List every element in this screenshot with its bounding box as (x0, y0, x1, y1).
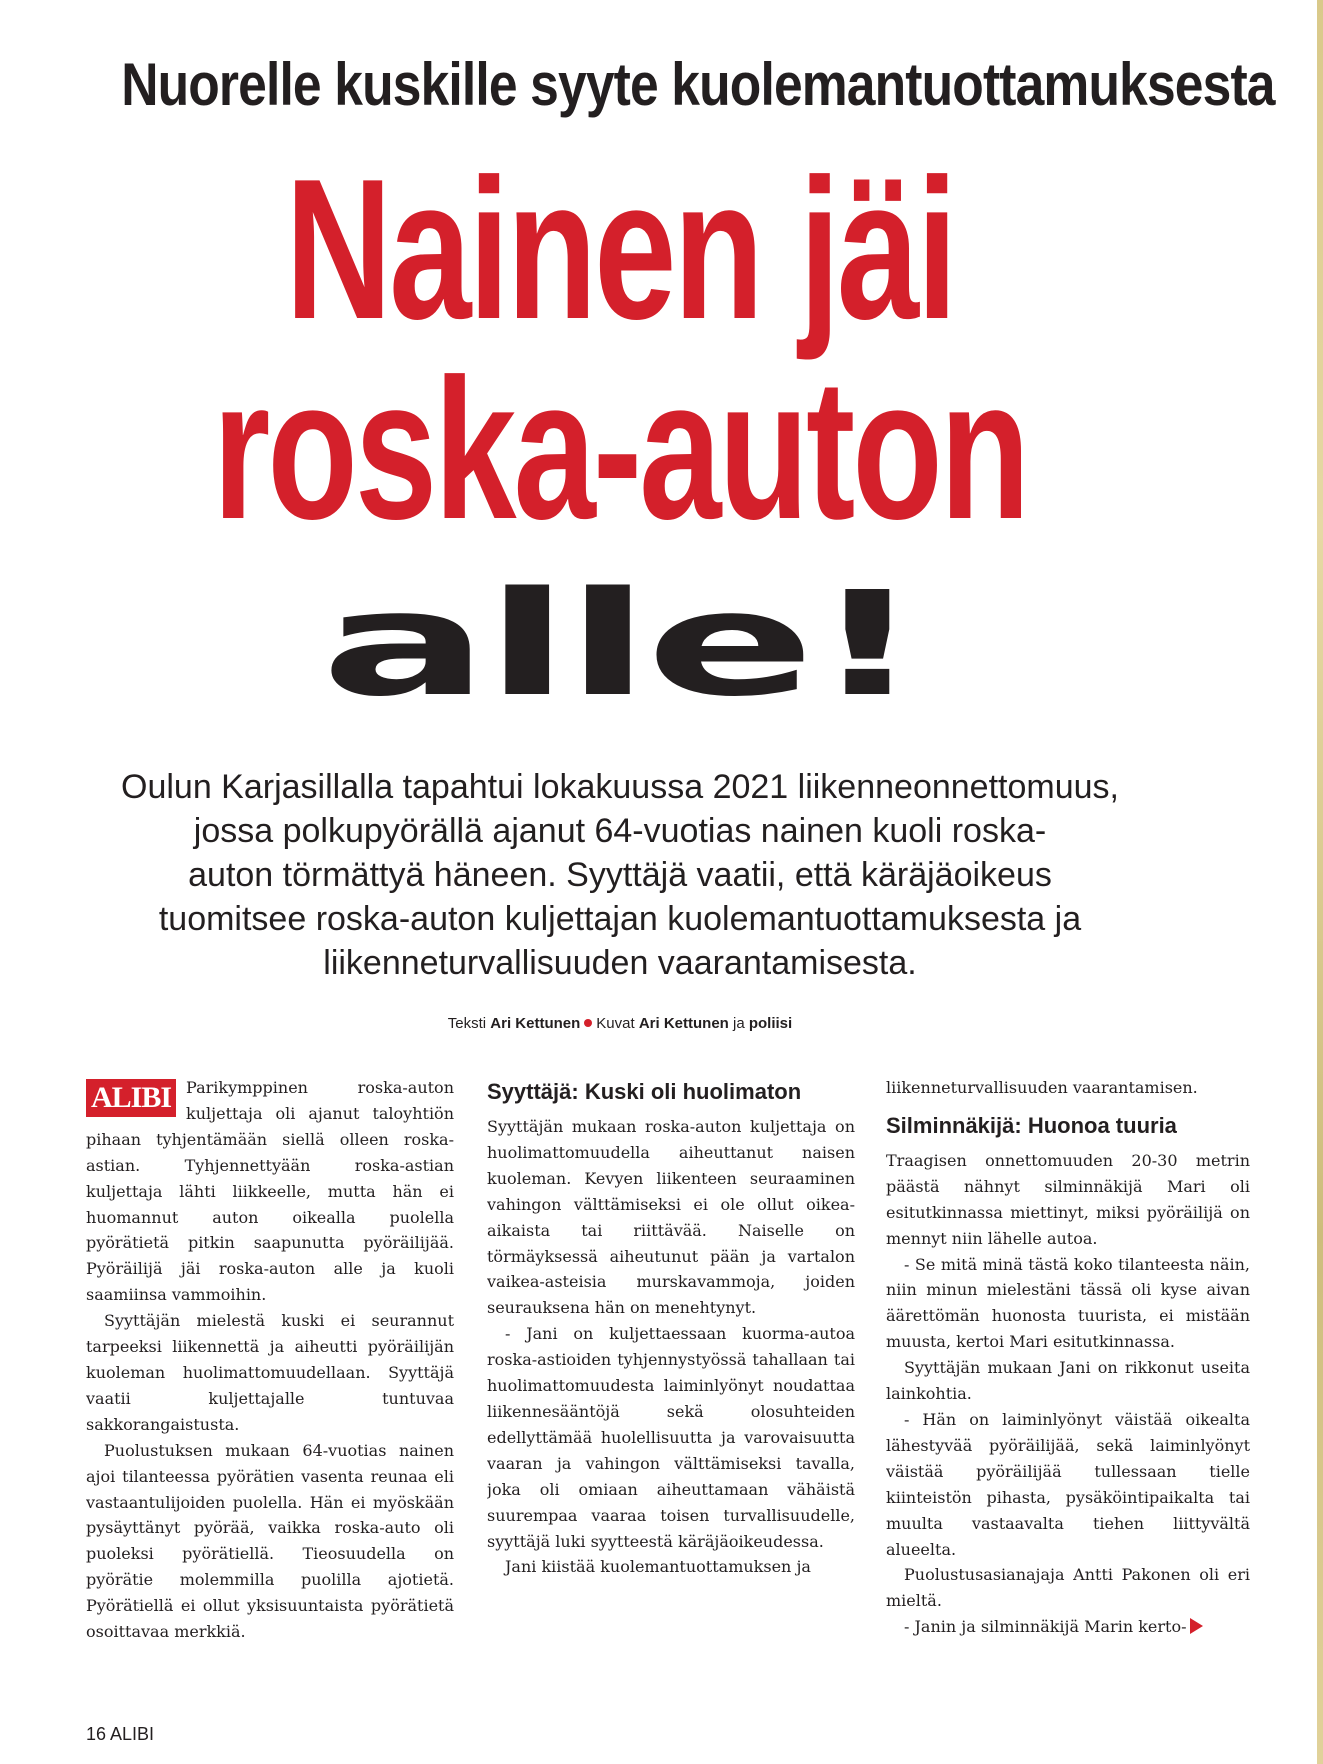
photo-credit-author: Ari Kettunen (638, 1015, 729, 1032)
page-edge-strip (1317, 0, 1323, 1764)
body-paragraph-last (886, 1614, 1250, 1640)
body-paragraph: Syyttäjän mielestä kuski ei seurannut tarpeeksi liikennettä ja aiheutti pyöräilijän kuoleman huolimattomuudellaan. Syyttäjä vaatii kuljettajalle tuntuvaa sakkorangaistusta. (86, 1311, 454, 1434)
body-paragraph: - Jani on kuljettaessaan kuorma-autoa roska-astioiden tyhjennystyössä tahallaan tai huolimattomuudesta laiminlyönyt noudattaa liikennesääntöjä sekä olosuhteiden edellyttämää huolellisuutta ja varovaisuutta vaaran ja vahingon välttämiseksi tavalla, joka oli omiaan aiheuttamaan vähäistä suurempaa vaaraa toisen turvallisuudelle, syyttäjä luki syytteestä käräjäoikeudessa. (487, 1324, 855, 1551)
continue-arrow-icon (1190, 1618, 1203, 1634)
body-paragraph: Traagisen onnettomuuden 20-30 metrin päästä nähnyt silminnäkijä Mari oli esitutkinnassa miettinyt, miksi pyöräilijä on mennyt niin lähelle autoa. (886, 1150, 1250, 1248)
lead-line: jossa polkupyörällä ajanut 64-vuotias nainen kuoli roska- (193, 812, 1047, 850)
body-paragraph: Puolustuksen mukaan 64-vuotias nainen ajoi tilanteessa pyörätien vasenta reunaa eli vastaantulijoiden puolella. Hän ei myöskään pysäyttänyt pyörää, vaikka roska-auto oli puoleksi pyörätiellä. Tieosuudella on pyörätie molemmilla puolilla ajotietä. Pyörätiellä ei ollut yksisuuntaista pyörätietä osoittavaa merkkiä. (86, 1440, 454, 1642)
body-paragraph (86, 1075, 454, 1308)
byline (0, 1015, 1240, 1032)
page-folio: 16 ALIBI (86, 1724, 155, 1744)
photo-credit-source: poliisi (748, 1015, 793, 1032)
text-credit-author: Ari Kettunen (490, 1015, 581, 1032)
headline-line-2: roska-auton (212, 338, 1028, 561)
body-paragraph-continuation: liikenneturvallisuuden vaarantamisen. (886, 1078, 1198, 1097)
body-paragraph: Jani kiistää kuolemantuottamuksen ja (505, 1557, 811, 1577)
photo-credit-joiner: ja (733, 1015, 745, 1032)
body-paragraph: Puolustusasianajaja Antti Pakonen oli eri mieltä. (886, 1565, 1250, 1611)
body-paragraph: Syyttäjän mukaan roska-auton kuljettaja on huolimattomuudella aiheuttanut naisen kuoleman. Kevyen liikenteen seuraaminen vahingon välttämiseksi ei ole ollut oikea-aikaista tai riittävää. Naiselle on törmäyksessä aiheutunut pään ja vartalon vaikea-asteisia murskavammoja, joiden seurauksena hän on menehtynyt. (487, 1117, 855, 1318)
body-paragraph: - Hän on laiminlyönyt väistää oikealta lähestyvää pyöräilijää, sekä laiminlyönyt väistää pyöräilijää tullessaan tielle kiinteistön pihasta, pysäköintipaikalta tai muulta vastaavalta tiehen liittyvältä alueelta. (886, 1409, 1250, 1559)
body-paragraph-text: Parikymppinen roska-auton kuljettaja oli ajanut taloyhtiön pihaan tyhjentämään siellä olleen roska-astian. Tyhjennettyään roska-astian kuljettaja lähti liikkeelle, mutta hän ei huomannut auton oikealla puolella pyörätietä pitkin saapunutta pyöräilijää. Pyöräilijä jäi roska-auton alle ja kuoli saamiinsa vammoihin. (86, 1078, 454, 1305)
article-column-1 (86, 1075, 454, 1695)
body-paragraph-text: - Janin ja silminnäkijä Marin kerto- (904, 1617, 1187, 1637)
article-column-3 (886, 1075, 1250, 1695)
alibi-logo: ALIBI (86, 1079, 176, 1117)
article-column-2 (487, 1075, 855, 1695)
photo-credit-label: Kuvat (596, 1015, 635, 1032)
lead-line: Oulun Karjasillalla tapahtui lokakuussa 2021 liikenneonnettomuus, (121, 768, 1119, 806)
lead-line: tuomitsee roska-auton kuljettajan kuolemantuottamuksesta ja (158, 900, 1082, 938)
lead-line: liikenneturvallisuuden vaarantamisesta. (323, 944, 917, 982)
kicker-headline: Nuorelle kuskille syyte kuolemantuottamuksesta (121, 51, 1275, 118)
body-paragraph: Syyttäjän mukaan Jani on rikkonut useita lainkohtia. (886, 1358, 1250, 1404)
lead-paragraph (80, 765, 1160, 985)
subheading-eyewitness: Silminnäkijä: Huonoa tuuria (886, 1112, 1177, 1138)
lead-line: auton törmättyä häneen. Syyttäjä vaatii, että käräjäoikeus (188, 856, 1052, 894)
red-dot-icon (584, 1019, 592, 1027)
headline-line-3: alle! (320, 560, 920, 729)
text-credit-label: Teksti (447, 1015, 487, 1032)
body-paragraph: - Se mitä minä tästä koko tilanteesta näin, niin minun mielestäni tässä oli kyse aivan äärettömän huonosta tuurista, ei mistään muusta, kertoi Mari esitutkinnassa. (886, 1254, 1250, 1352)
subheading-prosecutor: Syyttäjä: Kuski oli huolimaton (487, 1079, 802, 1104)
headline-line-1: Nainen jäi (285, 138, 955, 361)
